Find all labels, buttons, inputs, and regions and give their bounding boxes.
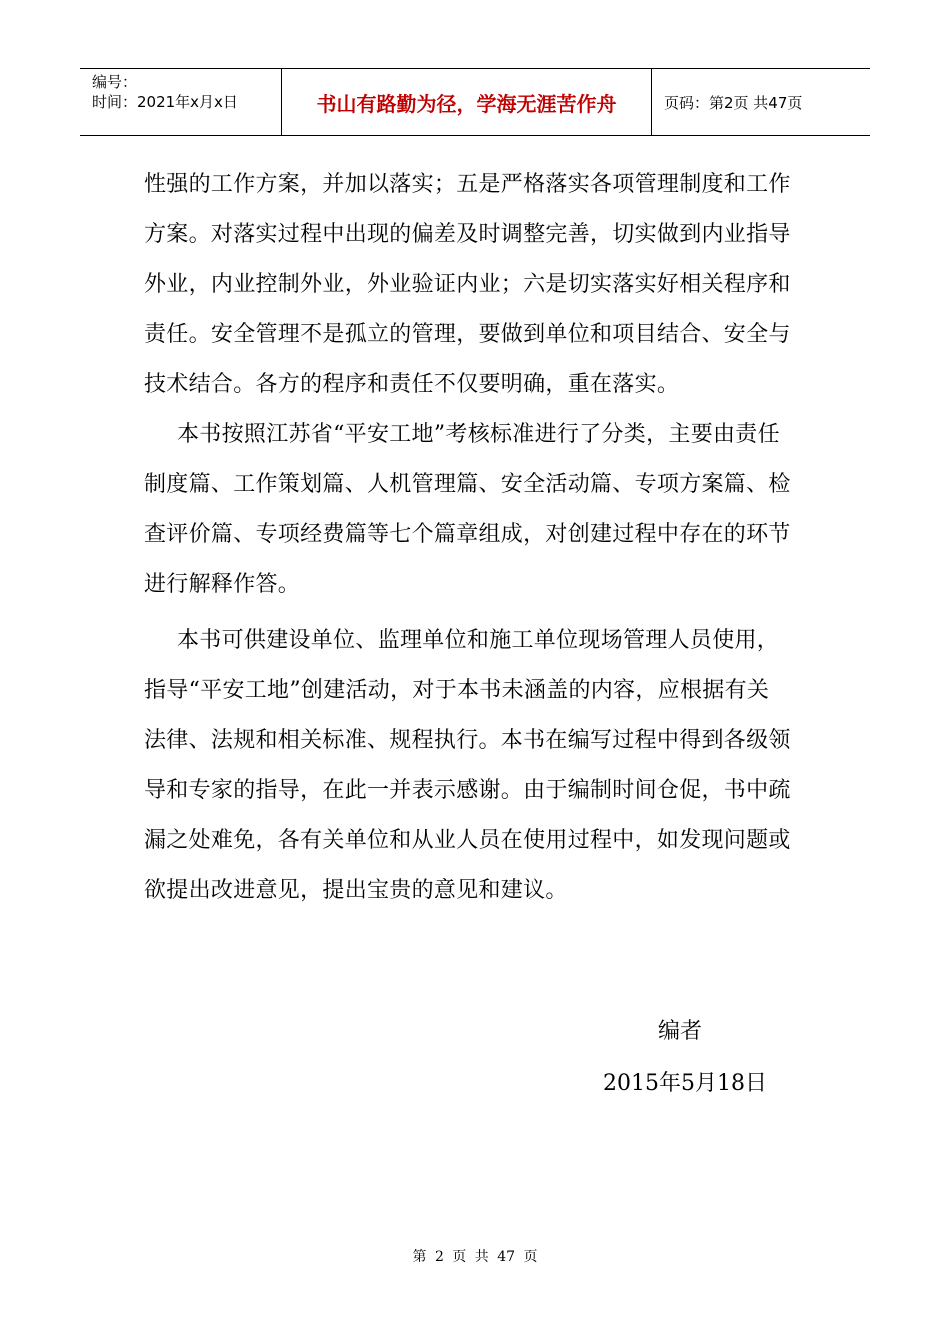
header-page-code: 页码：第2页 共47页	[664, 93, 803, 112]
document-time-label: 时间：2021年x月x日	[92, 93, 238, 111]
body-line: 本书按照江苏省“平安工地”考核标准进行了分类，主要由责任	[177, 422, 780, 447]
document-body	[144, 160, 809, 916]
body-line: 查评价篇、专项经费篇等七个篇章组成，对创建过程中存在的环节	[144, 522, 791, 547]
page-footer: 第 2 页 共 47 页	[412, 1249, 538, 1265]
body-line: 方案。对落实过程中出现的偏差及时调整完善，切实做到内业指导	[144, 222, 791, 247]
body-line: 欲提出改进意见，提出宝贵的意见和建议。	[144, 878, 568, 903]
body-line: 漏之处难免，各有关单位和从业人员在使用过程中，如发现问题或	[144, 828, 791, 853]
body-line: 外业，内业控制外业，外业验证内业；六是切实落实好相关程序和	[144, 272, 791, 297]
signature-date: 2015年5月18日	[603, 1071, 767, 1096]
body-line: 制度篇、工作策划篇、人机管理篇、安全活动篇、专项方案篇、检	[144, 472, 791, 497]
author-signature: 编者	[658, 1019, 703, 1044]
document-number-label: 编号：	[92, 73, 138, 91]
body-line: 性强的工作方案，并加以落实；五是严格落实各项管理制度和工作	[144, 172, 791, 197]
body-line: 本书可供建设单位、监理单位和施工单位现场管理人员使用，	[177, 628, 780, 653]
body-line: 技术结合。各方的程序和责任不仅要明确，重在落实。	[144, 372, 680, 397]
header-motto: 书山有路勤为径，学海无涯苦作舟	[282, 69, 652, 135]
body-line: 法律、法规和相关标准、规程执行。本书在编写过程中得到各级领	[144, 728, 791, 753]
page-header	[80, 68, 870, 136]
body-line: 导和专家的指导，在此一并表示感谢。由于编制时间仓促，书中疏	[144, 778, 791, 803]
body-line: 责任。安全管理不是孤立的管理，要做到单位和项目结合、安全与	[144, 322, 791, 347]
body-line: 指导“平安工地”创建活动，对于本书未涵盖的内容，应根据有关	[144, 678, 770, 703]
body-line: 进行解释作答。	[144, 572, 301, 597]
header-meta	[80, 69, 282, 135]
